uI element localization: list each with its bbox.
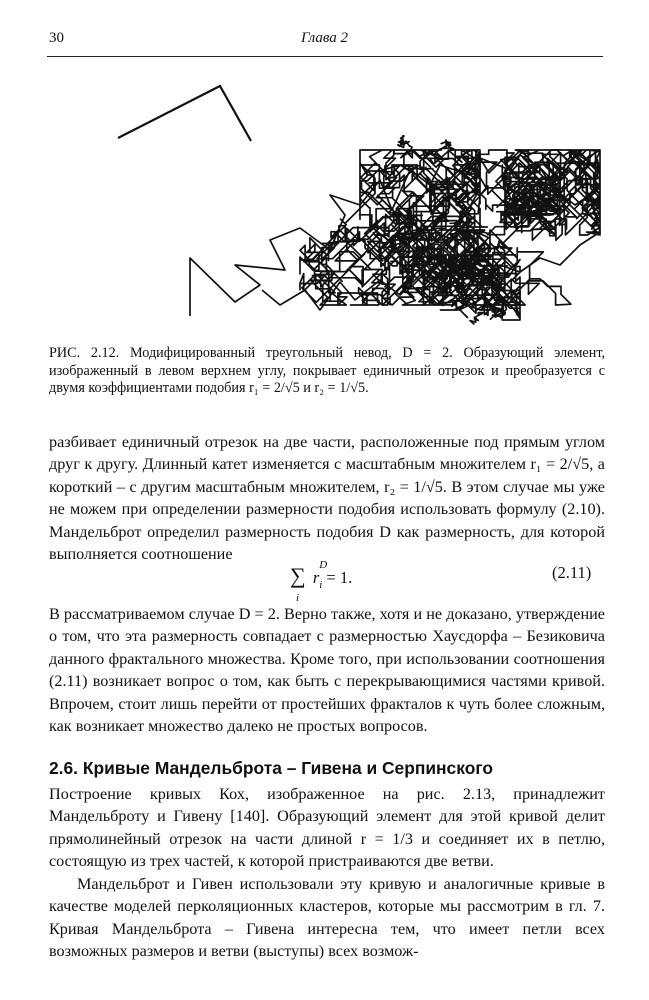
page-number: 30 [49,30,64,46]
equation-number: (2.11) [552,563,592,582]
figure-caption: РИС. 2.12. Модифицированный треугольный невод, D = 2. Образующий элемент, изображенный в левом верхнем углу, покрывает единичный отрезок и преобразуется с двумя коэффициентами подобия r₁ = 2/√5 и r₂ = 1/√5. [49,345,605,396]
equation-expression [290,559,353,604]
fractal-segment-3 [480,150,600,235]
generator-polyline [118,86,251,141]
formula-sup: D [319,559,328,571]
paragraph-2: В рассматриваемом случае D = 2. Верно также, хотя и не доказано, утверждение о том, что эта размерность совпадает с размерностью Хаусдорфа – Безиковича данного фрактального множества. Кроме того, при использовании соотношения (2.11) возникает вопрос о том, как быть с перекрывающимися частями кривой. Впрочем, стоит лишь перейти от простейших фракталов к чуть более сложным, как возникает множество далеко не простых вопросов. [49,605,605,736]
fractal-figure [0,70,649,340]
formula-sub: i [319,579,323,591]
paragraph-3: Построение кривых Кох, изображенное на рис. 2.13, принадлежит Мандельброту и Гивену [140]. Образующий элемент для этой кривой делит прямолинейный отрезок на части длиной r = 1/3 и соединяет их в петлю, состоящую из трех частей, к которой пристраиваются две ветви. [49,785,605,871]
generator-element [118,86,251,141]
formula-rest: = 1. [322,568,353,587]
chapter-header: Глава 2 [300,30,349,46]
header-rule [47,56,603,57]
sum-symbol: ∑ [290,563,306,588]
paragraph-4: Мандельброт и Гивен использовали эту кривую и аналогичные кривые в качестве моделей перколяционных кластеров, которые мы рассмотрим в гл. 7. Кривая Мандельброта – Гивена интересна тем, что имеет петли всех возможных размеров и ветви (выступы) всех возмож- [49,875,605,961]
formula-r: r [312,568,320,587]
sum-index: i [296,592,300,604]
paragraph-1: разбивает единичный отрезок на две части, расположенные под прямым углом друг к другу. Длинный катет изменяется с масштабным множителем r₁ = 2/√5, а короткий – с другим масштабным множителем, r₂ = 1/√5. В этом случае мы уже не можем при определении размерности подобия использовать формулу (2.10). Мандельброт определил размерность подобия D как размерность, для которой выполняется соотношение [49,433,605,564]
fractal-curve [190,136,600,325]
equation-2-11 [0,559,649,604]
section-title: 2.6. Кривые Мандельброта – Гивена и Серпинского [49,758,493,778]
